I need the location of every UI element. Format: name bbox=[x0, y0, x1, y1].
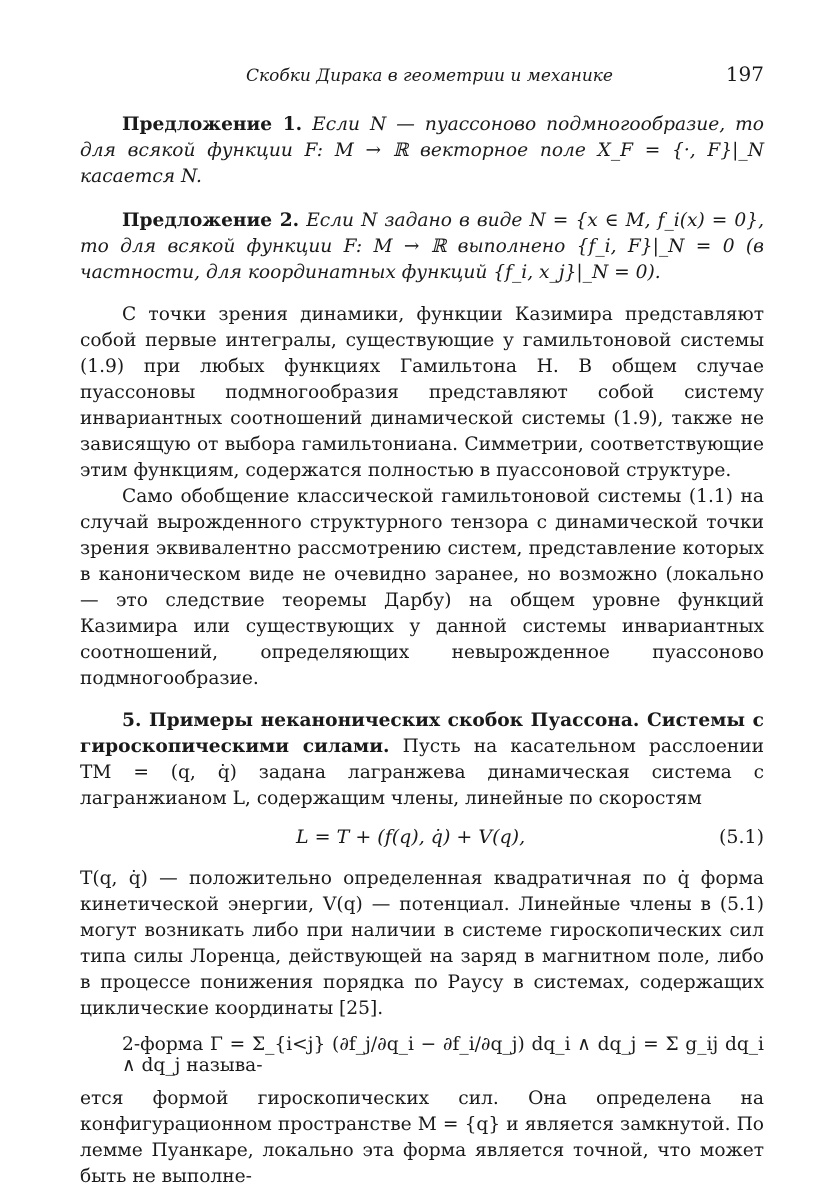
paragraph-gyroscopic-form: ется формой гироскопических сил. Она определена на конфигурационном пространстве M = {q} и является замкнутой. По лемме Пуанкаре, локально эта форма является точной, что может быть не выполне- bbox=[80, 1088, 764, 1187]
book-page bbox=[80, 62, 764, 1190]
proposition-1 bbox=[80, 112, 764, 190]
section-5-text: Пусть на касательном расслоении TM = (q, q̇) задана лагранжева динамическая система с лагранжианом L, содержащим члены, линейные по скоростям bbox=[80, 736, 764, 809]
proposition-2 bbox=[80, 208, 764, 286]
gyroscopic-form-line bbox=[80, 1022, 764, 1086]
proposition-1-text: Если N — пуассоново подмногообразие, то для всякой функции F: M → ℝ векторное поле X_F = {·, F}|_N касается N. bbox=[80, 114, 764, 187]
paragraph-kinetic-energy: T(q, q̇) — положительно определенная квадратичная по q̇ форма кинетической энергии, V(q) — потенциал. Линейные члены в (5.1) могут возникать либо при наличии в системе гироскопических сил типа силы Лоренца, действующей на заряд в магнитном поле, либо в процессе понижения порядка по Раусу в системах, содержащих циклические координаты [25]. bbox=[80, 868, 764, 1019]
section-5-title: 5. Примеры неканонических скобок Пуассона. Системы с гироскопическими силами. bbox=[80, 710, 764, 757]
section-5 bbox=[80, 708, 764, 812]
paragraph-casimir: С точки зрения динамики, функции Казимира представляют собой первые интегралы, существующие у гамильтоновой системы (1.9) при любых функциях Гамильтона H. В общем случае пуассоновы подмногообразия представляют собой систему инвариантных соотношений динамической системы (1.9), также не зависящую от выбора гамильтониана. Симметрии, соответствующие этим функциям, содержатся полностью в пуассоновой структуре. bbox=[80, 304, 764, 481]
proposition-2-text: Если N задано в виде N = {x ∈ M, f_i(x) = 0}, то для всякой функции F: M → ℝ выполнено {f_i, F}|_N = 0 (в частности, для координатных функций {f_i, x_j}|_N = 0). bbox=[80, 210, 764, 283]
paragraph-generalization: Само обобщение классической гамильтоновой системы (1.1) на случай вырожденного структурного тензора с динамической точки зрения эквивалентно рассмотрению систем, представление которых в каноническом виде не очевидно заранее, но возможно (локально — это следствие теоремы Дарбу) на общем уровне функций Казимира или существующих у данной системы инвариантных соотношений, определяющих невырожденное пуассоново подмногообразие. bbox=[80, 486, 764, 689]
proposition-1-label: Предложение 1. bbox=[122, 114, 303, 135]
running-head bbox=[80, 62, 764, 94]
proposition-2-label: Предложение 2. bbox=[122, 210, 300, 231]
gyroscopic-form-formula: 2-форма Γ = Σ_{i<j} (∂f_j/∂q_i − ∂f_i/∂q_j) dq_i ∧ dq_j = Σ g_ij dq_i ∧ dq_j называ- bbox=[122, 1034, 764, 1076]
equation-number: (5.1) bbox=[718, 826, 764, 848]
page-number: 197 bbox=[725, 62, 764, 86]
equation-5-1 bbox=[80, 812, 764, 866]
running-title: Скобки Дирака в геометрии и механике bbox=[246, 66, 613, 86]
equation-body: L = T + (f(q), q̇) + V(q), bbox=[296, 826, 526, 848]
